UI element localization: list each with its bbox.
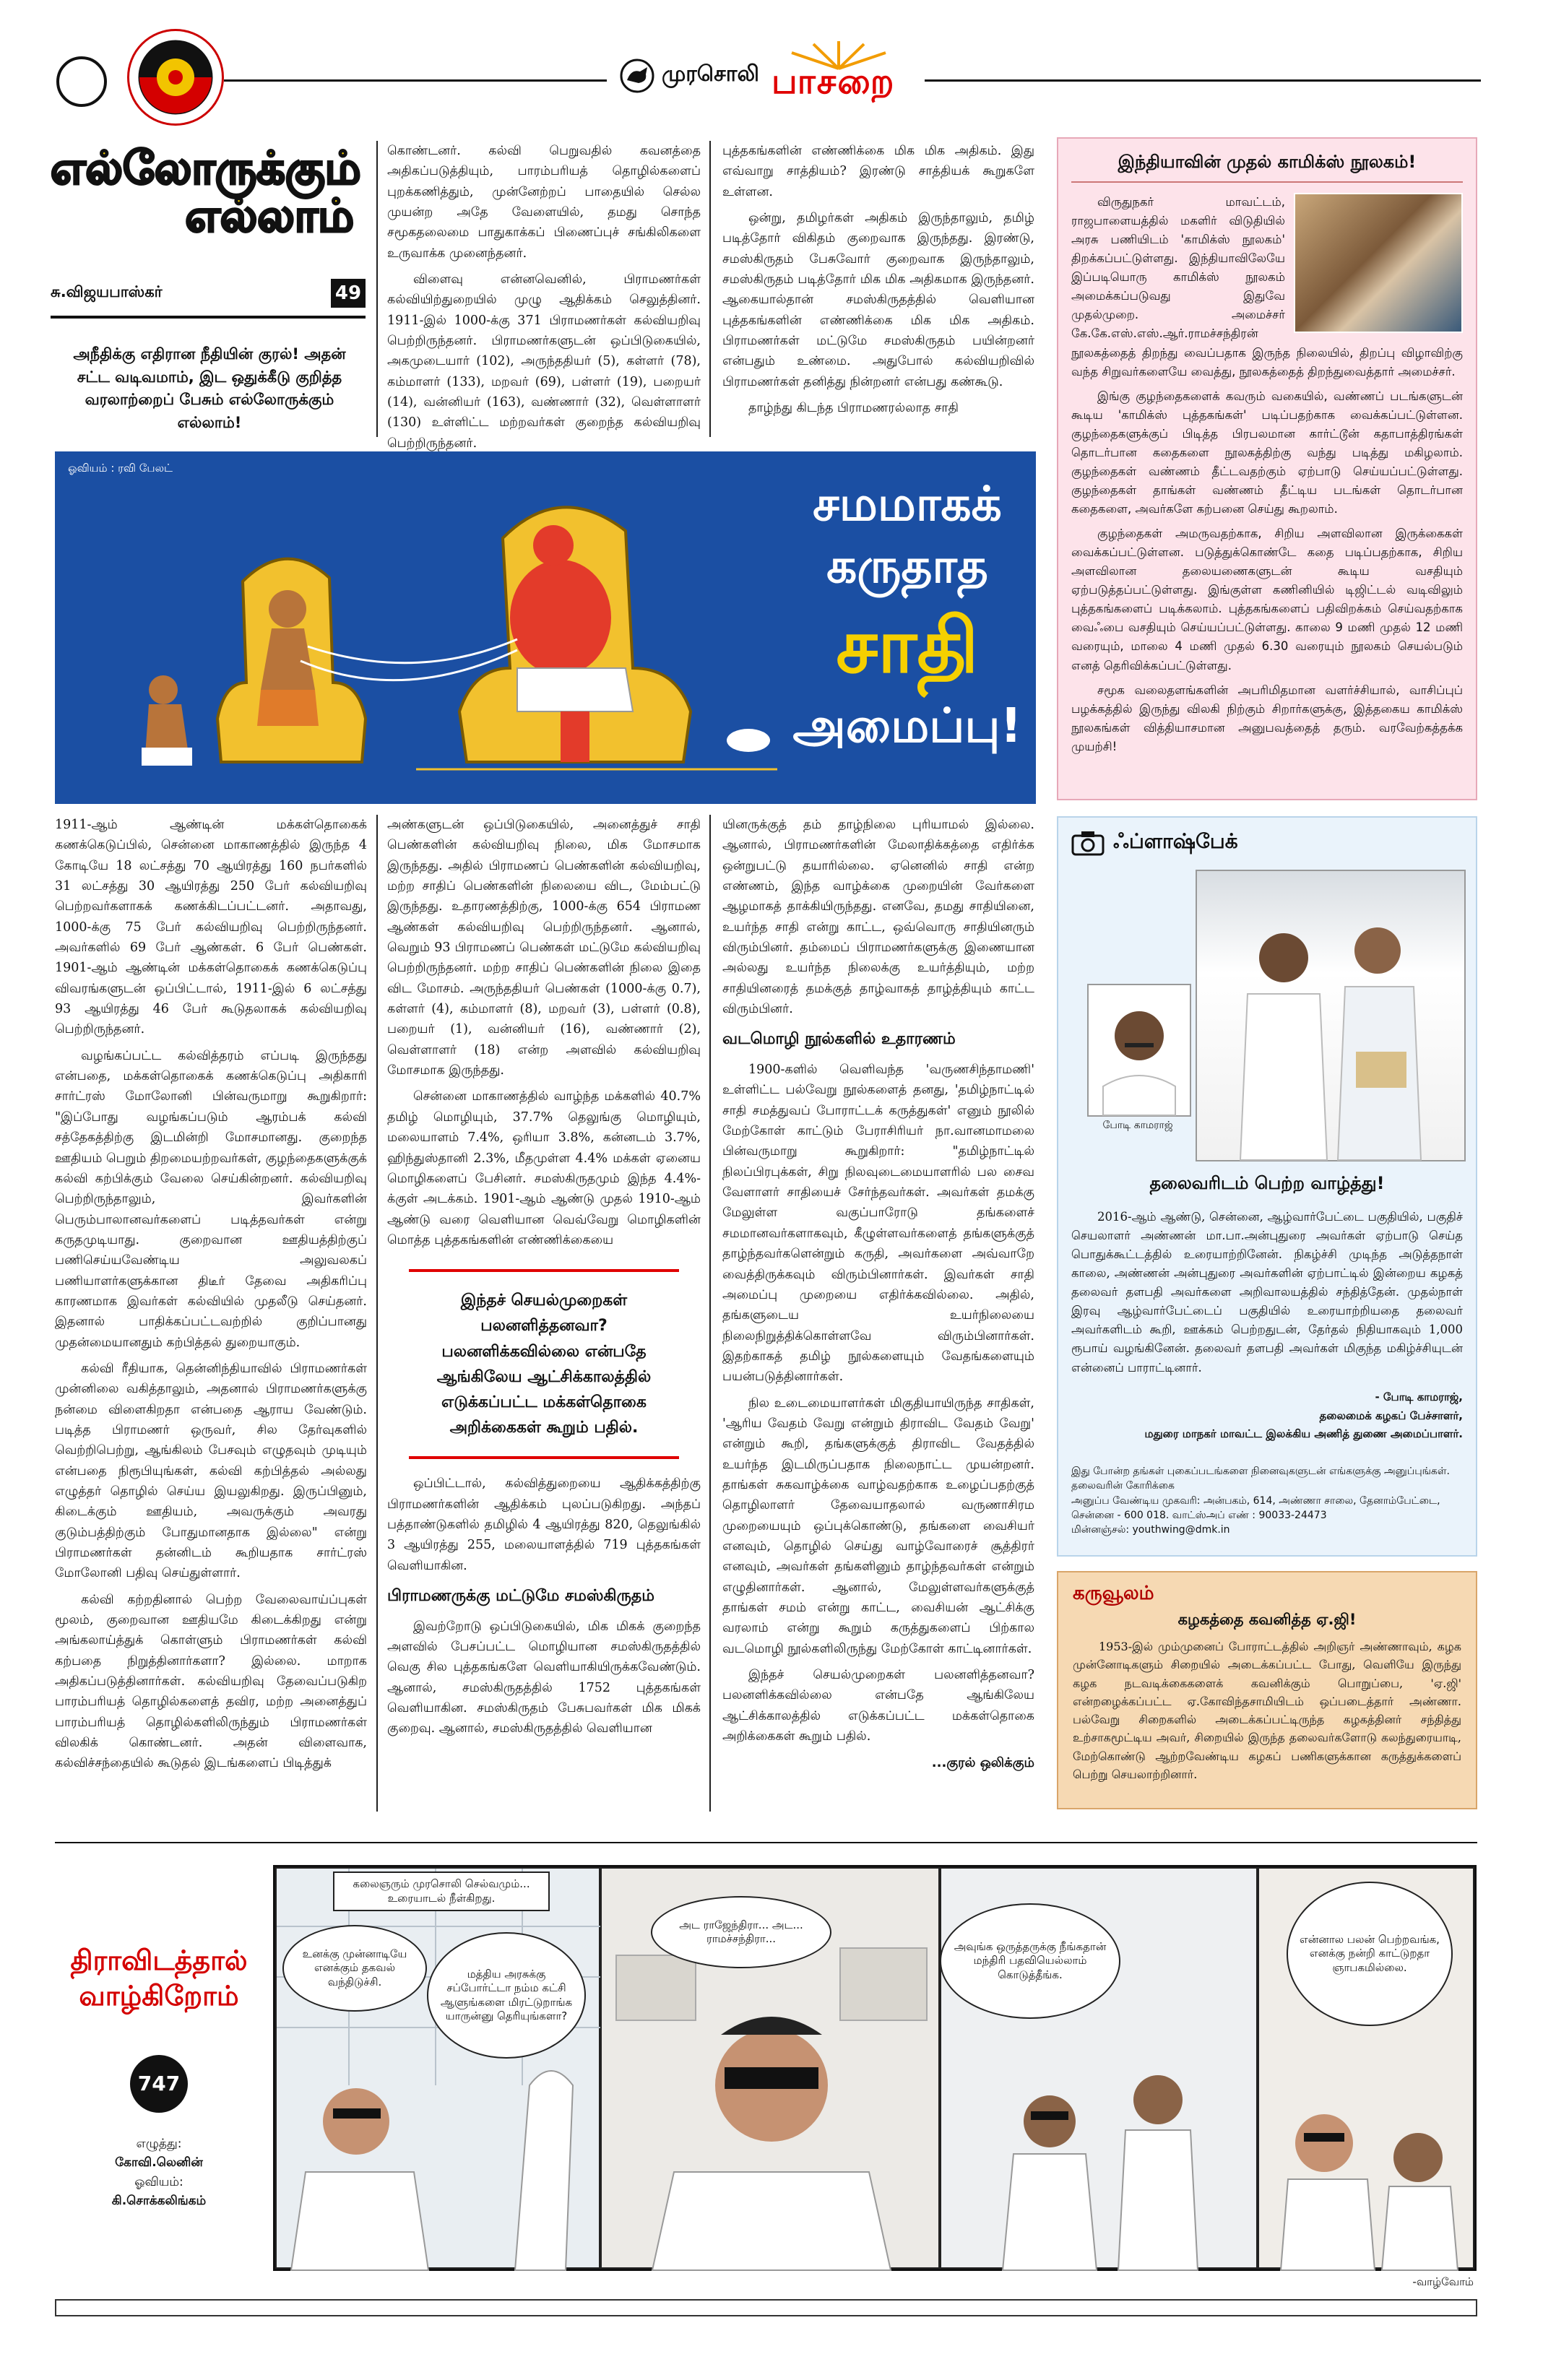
writer-name: கோவி.லெனின்: [115, 2155, 203, 2171]
comic-series-line2: வாழ்கிறோம்: [79, 1980, 239, 2012]
flashback-title: ஃப்ளாஷ்பேக்: [1113, 829, 1238, 853]
subheading-northern-texts: வடமொழி நூல்களில் உதாரணம்: [722, 1030, 956, 1049]
comics-library-box: [1057, 137, 1477, 800]
signature-line: தலைமைக் கழகப் பேச்சாளர்,: [1319, 1408, 1463, 1422]
comic-series-title: [65, 1943, 253, 2015]
paragraph: நில உடைமையாளர்கள் மிகுதியாயிருந்த சாதிகள், 'ஆரிய வேதம் வேறு என்றும் திராவிட வேதம் வேறு' என்றும் கூறி, தங்களுக்குத் திராவிட வேதத்தில் உயர்ந்த இடமிருப்பதாக நிலைநாட்ட முயன்றனர். தாங்கள் சுகவாழ்க்கை வாழ்வதற்காக உழைப்பதற்குத் தொழிலாளர் தேவையாதலால் வருணாசிரம முறையையும் ஒப்புக்கொண்டு, தங்களை வைசியர் எனவும், தொழில் செய்து வாழ்வோரைச் சூத்திரர் எனவும், அவர்கள் தங்களினும் தாழ்ந்தவர்கள் என்றும் எழுதினார்கள். ஆனால், மேலுள்ளவர்களுக்குத் தாங்கள் சமம் என்று காட்ட, வைசியன் ஆட்சிக்கு வரலாம் என்று கூறும் கருத்துகளைப் பிற்கால வடமொழி நூல்களிலிருந்து மேற்கோள் காட்டினார்கள்.: [722, 1395, 1034, 1656]
karuvoolam-box: [1057, 1571, 1477, 1809]
paragraph: இந்தச் செயல்முறைகள் பலனளித்தனவா? பலனளிக்கவில்லை என்பதே ஆங்கிலேய ஆட்சிக்காலத்தில் எடுக்கப்பட்ட மக்கள்தொகை அறிக்கைகள் கூறும் பதில்.: [722, 1668, 1034, 1744]
paragraph: சென்னை மாகாணத்தில் வாழ்ந்த மக்களில் 40.7% தமிழ் மொழியும், 37.7% தெலுங்கு மொழியும், மலையாளம் 7.4%, ஒரியா 3.8%, கன்னடம் 3.7%, ஹிந்துஸ்தானி 2.3%, மீதமுள்ள 4.4% மக்கள் ஏனைய மொழிகளைப் பேசினர். சமஸ்கிருதமும் இந்த 4.4%-க்குள் அடக்கம். 1901-ஆம் ஆண்டு முதல் 1910-ஆம் ஆண்டு வரை வெளியான வெவ்வேறு மொழிகளின் மொத்த புத்தகங்களின் எண்ணிக்கையை: [387, 1089, 701, 1247]
paragraph: வழங்கப்பட்ட கல்வித்தரம் எப்படி இருந்தது என்பதை, மக்கள்தொகைக் கணக்கெடுப்பு அதிகாரி சார்ட்ரஸ் மோலோனி பின்வருமாறு கூறுகிறார்: "இப்போது வழங்கப்படும் ஆரம்பக் கல்வி சத்தேகத்திற்கு இடமின்றி மோசமானது. குறைந்த ஊதியம் பெறும் திறமையற்றவர்கள், குழந்தைகளுக்குக் கல்வி கற்பிக்கும் வேலை செய்கின்றனர். கல்வியறிவு பெற்றிருந்தாலும், இவர்களின் பெரும்பாலானவர்களைப் படித்தவர்கள் என்று கருதமுடியாது. குறைவான ஊதியத்திற்குப் பணிசெய்யவேண்டிய அலுவலகப் பணியாளர்களுக்கான திடீர் தேவை அதிகரிப்பு காரணமாக இவர்கள் கல்வியில் முதலீடு செய்தனர். இதனால் பாதிக்கப்பட்டவற்றில் குறிப்பானது முதன்மையானதும் கற்பித்தல் துறையாகும்.: [55, 1048, 367, 1350]
paragraph: இங்கு குழந்தைகளைக் கவரும் வகையில், வண்ணப் படங்களுடன் கூடிய 'காமிக்ஸ் புத்தகங்கள்' படிப்பதற்காக வைக்கப்பட்டுள்ளன. குழந்தைகளுக்குப் பிடித்த பிரபலமான கார்ட்டூன் கதாபாத்திரங்கள் தொடர்பான கதைகளை நூலகத்திற்கு வந்து படித்து மகிழலாம். குழந்தைகள் வண்ணம் தீட்டவதற்கும் ஏற்பாடு செய்யப்பட்டுள்ளது. குழந்தைகள் தாங்கள் வண்ணம் தீட்டிய படங்கள் தொடர்பான கதைகளை, அவர்களே கற்பனை செய்து கூறலாம்.: [1071, 389, 1463, 516]
comic-series-line1: திராவிடத்தால்: [70, 1944, 248, 1976]
feature-column-1: [55, 815, 367, 1812]
paragraph: இவற்றோடு ஒப்பிடுகையில், மிக மிகக் குறைந்த அளவில் பேசப்பட்ட மொழியான சமஸ்கிருதத்தில் வெகு சில புத்தகங்களே வெளியாகியிருக்கவேண்டும். ஆனால், சமஸ்கிருதத்தில் 1752 புத்தகங்கள் வெளியாகின. சமஸ்கிருதம் பேசுபவர்கள் மிக மிகக் குறைவு. ஆனால், சமஸ்கிருதத்தில் வெளியான: [387, 1619, 701, 1736]
episode-badge: 49: [331, 279, 366, 308]
paragraph: குழந்தைகள் அமருவதற்காக, சிறிய அளவிலான இருக்கைகள் வைக்கப்பட்டுள்ளன. படுத்துக்கொண்டே கதை படிப்பதற்காக, சிறிய அளவிலான தலையணைகளுடன் கூடிய வசதியும் ஏற்படுத்தப்பட்டுள்ளது. இங்குள்ள கணினியில் டிஜிட்டல் வடிவிலும் புத்தகங்களைப் படிக்கலாம். புத்தகங்களைப் பதிவிறக்கம் செய்வதற்காக வைஃபை வசதியும் செய்யப்பட்டுள்ளது. காலை 9 மணி முதல் 12 மணி வரையும், மாலை 4 மணி முதல் 6.30 வரையும் நூலகம் செயல்படும் எனத் தெரிவிக்கப்பட்டுள்ளது.: [1071, 527, 1463, 672]
feature-teaser: அநீதிக்கு எதிரான நீதியின் குரல்! அதன் சட்ட வடிவமாம், இட ஒதுக்கீடு குறித்த வரலாற்றைப் பேசும் எல்லோருக்கும் எல்லாம்!: [73, 345, 346, 431]
flashback-header: [1071, 829, 1463, 856]
paragraph: விருதுநகர் மாவட்டம், ராஜபாளையத்தில் மகளிர் விடுதியில் அரசு பணியிடம் 'காமிக்ஸ் நூலகம்' திறக்கப்பட்டுள்ளது. இந்தியாவிலேயே இப்படியொரு காமிக்ஸ் நூலகம் அமைக்கப்படுவது இதுவே முதல்முறை. அமைச்சர் கே.கே.எஸ்.எஸ்.ஆர்.ராமச்சந்திரன் நூலகத்தைத் திறந்து வைப்பதாக இருந்த நிலையில், திறப்பு விழாவிற்கு வந்த சிறுவர்களையே வைத்து, நூலகத்தைத் திறந்துவைத்தார் அமைச்சர்.: [1071, 195, 1463, 378]
column-rule: [376, 815, 378, 1812]
comics-library-photo: [1294, 193, 1463, 333]
feature-column-2: [387, 815, 701, 1812]
feature-column-3: [722, 815, 1034, 1812]
bull-icon: [618, 59, 656, 93]
flashback-heading: தலைவரிடம் பெற்ற வாழ்த்து!: [1149, 1173, 1385, 1193]
series-title-line1: எல்லோருக்கும்: [51, 142, 361, 194]
headline-line: அமைப்பு!: [792, 697, 1022, 753]
paragraph: கல்வி கற்றதினால் பெற்ற வேலைவாய்ப்புகள் மூலம், குறைவான ஊதியமே கிடைக்கிறது என்று அங்கலாய்த்துக் கொள்ளும் பிராமணர்கள் கல்வி கற்பதை நிறுத்தினார்களா? இல்லை. மாறாக அதிகப்படுத்தினார்கள். கல்வியறிவு தேவைப்படுகிற பாரம்பரியத் தொழில்களைத் தவிர, மற்ற அனைத்துப் பாரம்பரியத் தொழில்களிலிருந்தும் பிராமணர்கள் விலகிக் கொண்டனர். அதன் விளைவாக, கல்விச்சந்தையில் கூடுதல் இடங்களைப் பிடித்துக்: [55, 1592, 367, 1771]
page-number-circle: [56, 56, 107, 107]
comic-credits: [65, 2134, 253, 2210]
flashback-inset-photo: [1087, 984, 1191, 1117]
headline-line-highlight: சாதி: [836, 601, 979, 690]
flashback-photo: [1196, 870, 1466, 1161]
footer-rule-box: [55, 2299, 1477, 2316]
paragraph: தாழ்ந்து கிடந்த பிராமணரல்லாத சாதி: [748, 401, 959, 416]
pullquote-text: இந்தச் செயல்முறைகள் பலனளித்தனவா? பலனளிக்கவில்லை என்பதே ஆங்கிலேய ஆட்சிக்காலத்தில் எடுக்கப்பட்ட மக்கள்தொகை அறிக்கைகள் கூறும் பதில்.: [436, 1291, 652, 1437]
submit-email: மின்னஞ்சல்: youthwing@dmk.in: [1071, 1524, 1230, 1536]
comics-library-title: இந்தியாவின் முதல் காமிக்ஸ் நூலகம்!: [1071, 152, 1463, 183]
artist-label: ஓவியம்:: [134, 2174, 183, 2189]
camera-icon: [1071, 830, 1105, 856]
karuvoolam-body: 1953-இல் மும்முனைப் போராட்டத்தில் அறிஞர் அண்ணாவும், கழக முன்னோடிகளும் சிறையில் அடைக்கப்பட்ட போது, வெளியே இருந்து கழக நடவடிக்கைகளைக் கவனிக்கும் பொறுப்பை, 'ஏ.ஜி' என்றழைக்கப்பட்ட ஏ.கோவிந்தசாமியிடம் ஒப்படைத்தார் அண்ணா. பல்வேறு சிறைகளில் அடைக்கப்பட்டிருந்த கழகத்தினர் சந்தித்து உற்சாகமூட்டிய அவர், சிறையில் இருந்த தலைவர்களோடு கலந்துரையாடி, மேற்கொண்டு ஆற்றவேண்டிய கழகப் பணிகளுக்கான கருத்துக்களைப் பெற்று செயலாற்றினார்.: [1073, 1640, 1461, 1781]
youth-wing-logo: [127, 29, 224, 126]
paragraph: அண்களுடன் ஒப்பிடுகையில், அனைத்துச் சாதி பெண்களின் கல்வியறிவு நிலை, மிக மோசமாக இருந்தது. அதில் பிராமணப் பெண்களின் கல்வியறிவு, மற்ற சாதிப் பெண்களின் நிலையை விட, மேம்பட்டு இருந்தது. உதாரணத்திற்கு, 1000-க்கு 654 பிராமண ஆண்கள் கல்வியறிவு பெற்றிருந்தனர். ஆனால், வெறும் 93 பிராமணப் பெண்கள் மட்டுமே கல்வியறிவு பெற்றிருந்தனர். மற்ற சாதிப் பெண்களின் நிலை இதை விட மோசம். அருந்ததியர் பெண்கள் (1000-க்கு 0.7), கள்ளர் (4), கம்மாளர் (8), மறவர் (3), பள்ளர் (0.8), பறையர் (1), வன்னியர் (16), வண்ணார் (2), வெள்ளாளர் (18) என்ற அளவில் கல்வியறிவு மோசமாக இருந்தது.: [387, 818, 701, 1078]
paragraph: 1900-களில் வெளிவந்த 'வருணசிந்தாமணி' உள்ளிட்ட பல்வேறு நூல்களைத் தனது, 'தமிழ்நாட்டில் சாதி சமத்துவப் போராட்டக் கருத்துகள்' எனும் நூலில் மேற்கோள் காட்டும் பேராசிரியர் நா.வானமாமலை பின்வருமாறு கூறுகிறார்: "தமிழ்நாட்டில் நிலப்பிரபுக்கள், சிறு நிலவுடைமையாளரில் பல சைவ வேளாளர் சாதியைச் சேர்ந்தவர்கள். அவர்கள் தமக்கு மேலுள்ள வகுப்பாரோடு தங்களைச் சமமானவர்களாகவும், கீழுள்ளவர்களைத் தங்களுக்குத் தாழ்ந்தவர்களென்றும் கருதி, அவர்களை அவ்வாறே வைத்திருக்கவும் விரும்பினார்கள். இவர்கள் சாதி அமைப்பு முறையை எதிர்க்கவில்லை. அதில், தங்களுடைய உயர்நிலையை நிலைநிறுத்திக்கொள்ளவே விரும்பினார்கள். இதற்காகத் தமிழ் நூல்களையும் வேதங்களையும் பயன்படுத்தினார்கள்.: [722, 1063, 1034, 1385]
speech-bubble: மத்திய அரசுக்கு சப்போர்ட்டா நம்ம கட்சி ஆளுங்களை மிரட்டுறாங்க யாருன்னு தெரியுங்களா?: [427, 1932, 586, 2059]
feature-headline: [785, 473, 1030, 757]
paragraph: ஒன்று, தமிழர்கள் அதிகம் இருந்தாலும், தமிழ் படித்தோர் விகிதம் குறைவாக இருந்தது. இரண்டு, சமஸ்கிருதம் பேசுவோர் குறைவாக இருந்தாலும், சமஸ்கிருதம் படித்தோர் மிக மிக அதிகமாக இருந்தனர். ஆகையால்தான் சமஸ்கிருதத்தில் வெளியான புத்தகங்களின் எண்ணிக்கை மிக மிக அதிகம். பிராமணர்கள் மட்டுமே சமஸ்கிருதம் பயின்றனர் என்பதும் உண்மை. அதுபோல் கல்வியறிவில் பிராமணர்கள் தனித்து நின்றனர் என்பது கண்கூடு.: [722, 211, 1034, 389]
paragraph-lead: 1911-ஆம் ஆண்டின் மக்கள்தொகைக் கணக்கெடுப்பில், சென்னை மாகாணத்தில் இருந்த 4 கோடியே 18 லட்சத்து 70 ஆயிரத்து 160 நபர்களில் 31 லட்சத்து 30 ஆயிரத்து 250 பேர் கல்வியறிவு பெற்றவர்களாகக் கணக்கிடப்பட்டனர். அதாவது, 1000-க்கு 75 பேர் கல்வியறிவு பெற்றிருந்தனர். அவர்களில் 69 பேர் ஆண்கள். 6 பேர் பெண்கள். 1901-ஆம் ஆண்டின் மக்கள்தொகைக் கணக்கெடுப்பு விவரங்களுடன் ஒப்பிட்டால், 1911-இல் 6 லட்சத்து 93 ஆயிரத்து 46 பேர் கூடுதலாகக் கல்வியறிவு பெற்றிருந்தனர்.: [55, 818, 367, 1037]
flashback-box: [1057, 816, 1477, 1557]
paragraph: கொண்டனர். கல்வி பெறுவதில் கவனத்தை அதிகப்படுத்தியும், பாரம்பரியத் தொழில்களைப் புறக்கணித்தும், முன்னேற்றப் பாதையில் செல்ல முயன்ற அதே வேளையில், தமது சொந்த சமூகதலைமை பாதுகாக்கப் பிணைப்புச் சங்கிலிகளை உருவாக்க முனைந்தனர்.: [387, 144, 701, 261]
author-rule: [51, 316, 366, 319]
column-rule: [709, 815, 711, 1812]
author-name: சு.விஜயபாஸ்கர்: [51, 283, 163, 300]
feature-illustration: [55, 451, 1036, 804]
series-title-line2: எல்லாம்: [185, 189, 354, 243]
karuvoolam-heading: கழகத்தை கவனித்த ஏ.ஜி!: [1177, 1611, 1357, 1628]
headline-line: சமமாகக்: [813, 476, 1002, 532]
masthead-rule: [224, 79, 607, 82]
speech-bubble: என்னால பலன் பெற்றவங்க, எனக்கு நன்றி காட்டுறதா ஞாபகமில்லை.: [1287, 1882, 1453, 2026]
paragraph: சமூக வலைதளங்களின் அபரிமிதமான வளர்ச்சியால், வாசிப்புப் பழக்கத்தில் இருந்து விலகி நிற்கும் சிறார்களுக்கு, இத்தகைய காமிக்ஸ் நூலகங்கள் வித்தியாசமான அனுபவத்தைத் தரும். வரவேற்கத்தக்க முயற்சி!: [1071, 683, 1463, 753]
speech-bubble: அவுங்க ஒருத்தருக்கு நீங்கதான் மந்திரி பதவியெல்லாம் கொடுத்தீங்க.: [940, 1903, 1120, 2019]
comic-strip: [273, 1865, 1477, 2271]
speech-bubble: அட ராஜேந்திரா... அட... ராமச்சந்திரா...: [651, 1896, 831, 1968]
flashback-photo-caption: போடி காமராஜ்: [1102, 1120, 1173, 1131]
section-divider: [55, 1842, 1477, 1843]
pullquote: [409, 1269, 679, 1459]
paragraph: புத்தகங்களின் எண்ணிக்கை மிக மிக அதிகம். இது எவ்வாறு சாத்தியம்? இரண்டு சாத்தியக் கூறுகளே உள்ளன.: [722, 144, 1034, 199]
signature-line: - போடி காமராஜ்,: [1375, 1390, 1463, 1403]
artist-name: கி.சொக்கலிங்கம்: [111, 2194, 207, 2209]
section-name: பாசறை: [772, 61, 896, 102]
subheading-sanskrit: பிராமணருக்கு மட்டுமே சமஸ்கிருதம்: [387, 1587, 654, 1606]
publication-name: முரசொலி: [662, 61, 759, 87]
feature-top-column-1: [387, 141, 701, 451]
masthead-logo: [618, 40, 922, 108]
feature-top-column-2: [722, 141, 1034, 441]
submit-address: அனுப்ப வேண்டிய முகவரி: அன்பகம், 614, அண்ணா சாலை, தேனாம்பேட்டை, சென்னை - 600 018. வாட்ஸ்அப் எண் : 90033-24473: [1071, 1494, 1440, 1521]
paragraph: விளைவு என்னவெனில், பிராமணர்கள் கல்வியிற்துறையில் முழு ஆதிக்கம் செலுத்தினர். 1911-இல் 1000-க்கு 371 பிராமணர்கள் கல்வியறிவு பெற்றிருந்தனர். பிராமணர்களுடன் ஒப்பிடுகையில், அகமுடையார் (102), அருந்ததியர் (5), கள்ளர் (78), கம்மாளர் (133), மறவர் (69), பள்ளர் (19), பறையர் (14), வன்னியர் (163), வண்ணார் (32), வெள்ளாளர் (130) உள்ளிட்ட மற்றவர்கள் குறைந்த கல்வியறிவு பெற்றிருந்தனர்.: [387, 272, 701, 451]
writer-label: எழுத்து:: [136, 2137, 182, 2151]
paragraph: யினருக்குத் தம் தாழ்நிலை புரியாமல் இல்லை. ஆனால், பிராமணர்களின் மேலாதிக்கத்தை எதிர்க்க ஒன்றுபட்டு தயாரில்லை. ஏனெனில் சாதி என்ற எண்ணம், இந்த வாழ்க்கை முறையின் வேர்களை ஆழமாகத் தாக்கியிருந்தது. எனவே, தமது சாதியினை, உயர்ந்த சாதி என்று காட்ட, ஒவ்வொரு சாதியினரும் விரும்பினர். தம்மைப் பிராமணர்களுக்கு இணையான அல்லது உயர்ந்த நிலைக்கு உயர்த்தியும், மற்ற சாதியினரைத் தமக்குத் தாழ்வாகத் தாழ்த்தியும் காட்ட விரும்பினர்.: [722, 818, 1034, 1017]
speech-bubble: உனக்கு முன்னாடியே எனக்கும் தகவல் வந்திடுச்சி.: [282, 1925, 427, 2012]
comic-episode-badge: 747: [130, 2055, 188, 2113]
caste-hierarchy-illustration: [55, 451, 785, 804]
paragraph: ஒப்பிட்டால், கல்வித்துறையை ஆதிக்கத்திற்கு பிராமணர்களின் ஆதிக்கம் புலப்படுகிறது. அந்தப் பத்தாண்டுகளில் தமிழில் 4 ஆயிரத்து 820, தெலுங்கில் 3 ஆயிரத்து 255, மலையாளத்தில் 719 புத்தகங்கள் வெளியாகின.: [387, 1476, 701, 1573]
continued-note: ...குரல் ஒலிக்கும்: [931, 1755, 1034, 1771]
column-rule: [709, 141, 711, 437]
comic-caption: கலைஞரும் முரசொலி செல்வமும்... உரையாடல் நீள்கிறது.: [333, 1871, 550, 1911]
submit-note: இது போன்ற தங்கள் புகைப்படங்களை நினைவுகளுடன் எங்களுக்கு அனுப்புங்கள். தலைவரின் கோரிக்கை: [1071, 1466, 1450, 1492]
karuvoolam-title: கருவூலம்: [1073, 1583, 1154, 1604]
headline-line: கருதாத: [826, 537, 988, 594]
comic-panel-1: [275, 1867, 600, 2269]
portrait-figure: [1089, 985, 1190, 1115]
signature-line: மதுரை மாநகர் மாவட்ட இலக்கிய அணித் துணை அமைப்பாளர்.: [1144, 1427, 1463, 1440]
comic-sign-off: -வாழ்வோம்: [1412, 2275, 1474, 2288]
flashback-body: 2016-ஆம் ஆண்டு, சென்னை, ஆழ்வார்பேட்டை பகுதியில், பகுதிச் செயலாளர் அண்ணன் மா.பா.அன்புதுரை அவர்கள் ஏற்பாடு செய்த பொதுக்கூட்டத்தில் உரையாற்றினேன். நிகழ்ச்சி முடிந்த அடுத்தநாள் காலை, அண்ணன் அன்புதுரை அவர்களின் ஏற்பாட்டில் இன்றைய கழகத் தலைவர் தளபதி அவர்களை அறிவாலயத்தில் சந்தித்தேன். முதல்நாள் இரவு ஆழ்வார்பேட்டைப் பகுதியில் உரையாற்றியதை தலைவர் அவர்களிடம் கூறி, ஊக்கம் பெற்றதுடன், தேர்தல் நிதியாகவும் 1,000 ரூபாய் வழங்கினேன். தலைவர் தளபதி அவர்கள் மிகுந்த மகிழ்ச்சியுடன் என்னைப் பாராட்டினார்.: [1071, 1210, 1463, 1375]
series-title-block: [51, 144, 368, 267]
masthead-rule-right: [925, 79, 1481, 82]
flashback-submit-note: [1071, 1464, 1463, 1537]
flashback-photo-figures: [1197, 871, 1464, 1160]
illustration-credit: ஓவியம் : ரவி பேலட்: [68, 462, 173, 475]
paragraph: கல்வி ரீதியாக, தென்னிந்தியாவில் பிராமணர்கள் முன்னிலை வகித்தாலும், அதனால் பிராமணர்களுக்கு நன்மை விளைகிறதா என்பதை ஆராய வேண்டும். படித்த பிராமணர் ஒருவர், சில தேர்வுகளில் வெற்றிபெற்று, ஆங்கிலம் பேசவும் எழுதவும் முடியும் என்பதை நிரூபியுங்கள், கல்வி கற்பித்தல் அல்லது எழுத்தர் தொழில் செய்ய இயலுகிறது. இருப்பினும், கிடைக்கும் ஊதியம், அவருக்கும் அவரது குடும்பத்திற்கும் போதுமானதாக இல்லை" என்று பிராமணர்கள் தன்னிடம் கூறியதாக சார்ட்ரஸ் மோலோனி பதிவு செய்துள்ளார்.: [55, 1361, 367, 1581]
flashback-signature: [1071, 1388, 1463, 1444]
column-rule: [376, 141, 378, 437]
